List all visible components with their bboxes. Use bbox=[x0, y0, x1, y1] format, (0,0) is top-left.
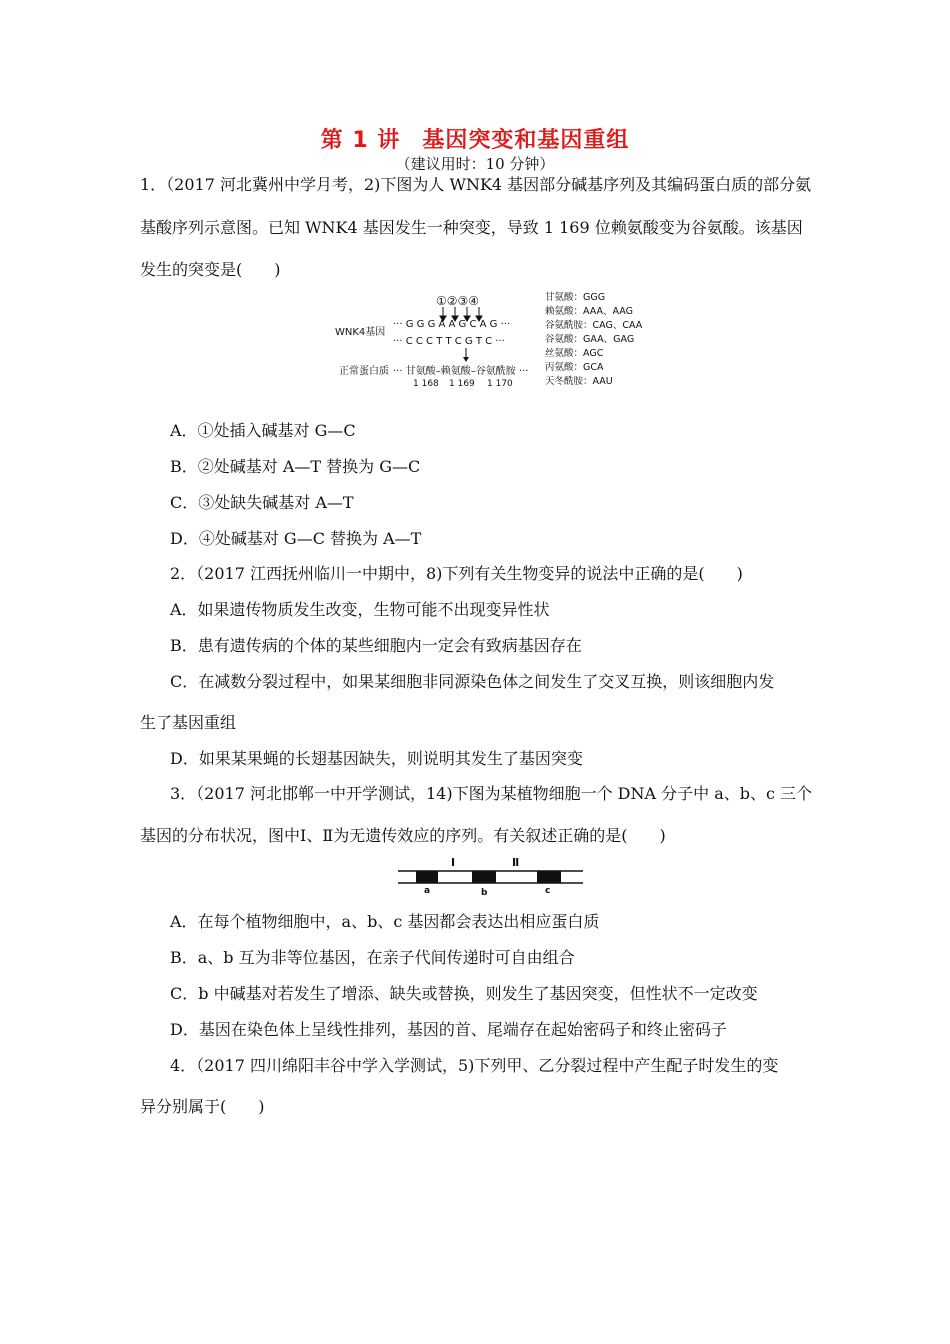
codon-lys: 赖氨酸：AAA、AAG bbox=[545, 306, 633, 317]
page-title bbox=[0, 123, 950, 154]
q3-stem-line1: 3．（2017 河北邯郸一中开学测试，14)下图为某植物细胞一个 DNA 分子中 a、b、c 三个 bbox=[170, 784, 813, 803]
codon-ala: 丙氨酸：GCA bbox=[545, 362, 604, 373]
q1-option-a[interactable]: A．①处插入碱基对 G—C bbox=[170, 421, 356, 440]
gene-c bbox=[537, 871, 561, 883]
q1-option-b[interactable]: B．②处碱基对 A—T 替换为 G—C bbox=[170, 457, 421, 476]
q3-option-b[interactable]: B．a、b 互为非等位基因，在亲子代间传递时可自由组合 bbox=[170, 948, 575, 967]
gene-b-label: b bbox=[481, 888, 488, 896]
q2-stem: 2．（2017 江西抚州临川一中期中，8)下列有关生物变异的说法中正确的是( ) bbox=[170, 564, 743, 583]
q1-stem-line1: 1．（2017 河北冀州中学月考，2)下图为人 WNK4 基因部分碱基序列及其编码蛋白质的部分氨 bbox=[140, 175, 812, 194]
codon-gln: 谷氨酰胺：CAG、CAA bbox=[545, 320, 643, 331]
q2-option-d[interactable]: D．如果某果蝇的长翅基因缺失，则说明其发生了基因突变 bbox=[170, 749, 583, 768]
mutation-site-markers: ①②③④ bbox=[436, 294, 480, 308]
suggested-time: （建议用时：10 分钟） bbox=[395, 155, 555, 173]
q2-option-b[interactable]: B．患有遗传病的个体的某些细胞内一定会有致病基因存在 bbox=[170, 636, 582, 655]
q1-stem-line2: 基酸序列示意图。已知 WNK4 基因发生一种突变，导致 1 169 位赖氨酸变为谷氨酸。该基因 bbox=[140, 218, 803, 237]
q3-stem-line2: 基因的分布状况，图中Ⅰ、Ⅱ为无遗传效应的序列。有关叙述正确的是( ) bbox=[140, 826, 666, 845]
gene-label: WNK4基因 bbox=[335, 327, 386, 338]
codon-gly: 甘氨酸：GGG bbox=[545, 292, 606, 303]
title-topic: 基因突变和基因重组 bbox=[422, 128, 630, 153]
codon-ser: 丝氨酸：AGC bbox=[545, 348, 604, 359]
q2-option-c-cont: 生了基因重组 bbox=[140, 713, 237, 732]
coding-strand: ··· G G G A A G C A G ··· bbox=[393, 319, 511, 330]
protein-label: 正常蛋白质 bbox=[339, 366, 389, 377]
gene-b bbox=[472, 871, 496, 883]
title-lecture-number: 第 1 讲 bbox=[320, 128, 401, 153]
template-strand: ··· C C C T T C G T C ··· bbox=[393, 336, 505, 347]
codon-glu: 谷氨酸：GAA、GAG bbox=[545, 334, 635, 345]
q1-option-d[interactable]: D．④处碱基对 G—C 替换为 A—T bbox=[170, 529, 422, 548]
q1-stem-line3: 发生的突变是( ) bbox=[140, 260, 281, 279]
gene-a-label: a bbox=[424, 886, 431, 896]
position-1168: 1 168 bbox=[413, 379, 439, 389]
q3-option-c[interactable]: C．b 中碱基对若发生了增添、缺失或替换，则发生了基因突变，但性状不一定改变 bbox=[170, 984, 758, 1003]
q2-option-c[interactable]: C．在减数分裂过程中，如果某细胞非同源染色体之间发生了交叉互换，则该细胞内发 bbox=[170, 672, 775, 691]
q4-stem-line1: 4．（2017 四川绵阳丰谷中学入学测试，5)下列甲、乙分裂过程中产生配子时发生的变 bbox=[170, 1056, 779, 1075]
region-I-label: Ⅰ bbox=[451, 856, 456, 869]
wnk4-gene-figure bbox=[335, 288, 655, 392]
position-1169: 1 169 bbox=[449, 379, 475, 389]
q1-option-c[interactable]: C．③处缺失碱基对 A—T bbox=[170, 493, 354, 512]
gene-c-label: c bbox=[545, 886, 551, 896]
region-II-label: Ⅱ bbox=[512, 856, 520, 869]
q3-option-d[interactable]: D．基因在染色体上呈线性排列，基因的首、尾端存在起始密码子和终止密码子 bbox=[170, 1020, 727, 1039]
dna-gene-figure bbox=[398, 854, 588, 896]
q4-stem-line2: 异分别属于( ) bbox=[140, 1097, 265, 1116]
protein-sequence: ··· 甘氨酸–赖氨酸–谷氨酰胺 ··· bbox=[393, 366, 529, 377]
position-1170: 1 170 bbox=[487, 379, 513, 389]
q3-option-a[interactable]: A．在每个植物细胞中，a、b、c 基因都会表达出相应蛋白质 bbox=[170, 912, 600, 931]
codon-asn: 天冬酰胺：AAU bbox=[545, 376, 613, 387]
gene-a bbox=[416, 871, 438, 883]
q2-option-a[interactable]: A．如果遗传物质发生改变，生物可能不出现变异性状 bbox=[170, 600, 550, 619]
